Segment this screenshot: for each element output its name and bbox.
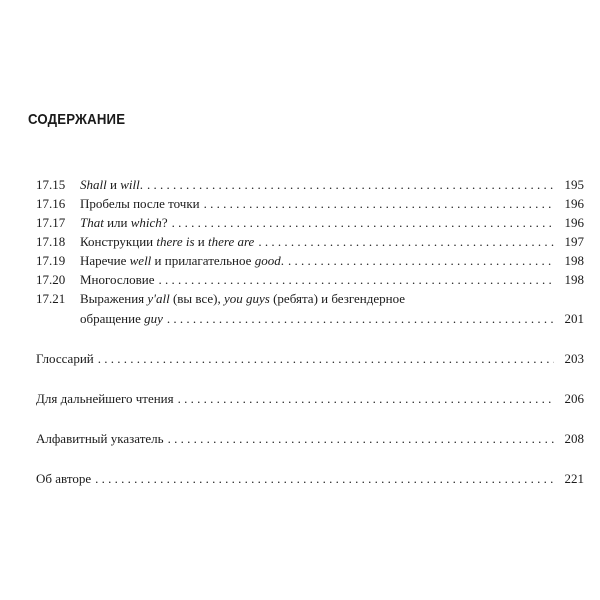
dot-leader (204, 195, 554, 213)
toc-page-number: 196 (564, 215, 584, 230)
toc-entry-title: Shall и will. (80, 177, 143, 192)
toc-page-number: 221 (564, 471, 584, 486)
toc-entry[interactable] (36, 214, 584, 232)
toc-entry-title: Конструкции there is и there are (80, 234, 255, 249)
toc-entry-number: 17.19 (36, 253, 66, 268)
toc-page-number: 198 (564, 272, 584, 287)
toc-entry-title: That или which? (80, 215, 168, 230)
toc-entry-title: Об авторе (36, 471, 92, 486)
toc-section[interactable] (36, 350, 584, 368)
toc-heading: СОДЕРЖАНИЕ (28, 111, 126, 128)
toc-page-number: 198 (564, 253, 584, 268)
toc-entry[interactable] (36, 195, 584, 213)
dot-leader (158, 271, 554, 289)
toc-entry-number: 17.15 (36, 177, 66, 192)
dot-leader (178, 390, 554, 408)
toc-entry[interactable] (36, 176, 584, 194)
toc-entry-number: 17.16 (36, 196, 66, 211)
dot-leader (98, 350, 554, 368)
toc-entry-title: Пробелы после точки (80, 196, 200, 211)
toc-page-number: 196 (564, 196, 584, 211)
toc-entry-title: Алфавитный указатель (36, 431, 164, 446)
dot-leader (172, 214, 554, 232)
toc-page-number: 208 (564, 431, 584, 446)
toc-entry-number: 17.17 (36, 215, 66, 230)
toc-entry-title: Глоссарий (36, 351, 94, 366)
toc-entry-title: Выражения y'all (вы все), you guys (ребята) и безгендерное (80, 291, 406, 306)
toc-entry[interactable] (36, 290, 584, 308)
toc-page-number: 206 (564, 391, 584, 406)
toc-entry-title: Многословие (80, 272, 155, 287)
toc-entry-title: Для дальнейшего чтения (36, 391, 174, 406)
toc-entry-number: 17.21 (36, 291, 66, 306)
toc-entry[interactable] (36, 252, 584, 270)
toc-entry-number: 17.18 (36, 234, 66, 249)
toc-section[interactable] (36, 470, 584, 488)
dot-leader (168, 430, 554, 448)
toc-page-number: 195 (564, 177, 584, 192)
toc-entry-title: обращение guy (80, 311, 163, 326)
dot-leader (258, 233, 554, 251)
toc-page-number: 203 (564, 351, 584, 366)
toc-entry[interactable] (36, 233, 584, 251)
dot-leader (147, 176, 554, 194)
toc-section[interactable] (36, 390, 584, 408)
toc-entry[interactable] (36, 271, 584, 289)
dot-leader (167, 310, 554, 328)
toc-entry-title: Наречие well и прилагательное good. (80, 253, 284, 268)
dot-leader (95, 470, 554, 488)
dot-leader (288, 252, 554, 270)
toc-section[interactable] (36, 430, 584, 448)
toc-page-number: 201 (564, 311, 584, 326)
toc-entry-number: 17.20 (36, 272, 66, 287)
toc-entry-continuation[interactable] (36, 310, 584, 328)
toc-page-number: 197 (564, 234, 584, 249)
